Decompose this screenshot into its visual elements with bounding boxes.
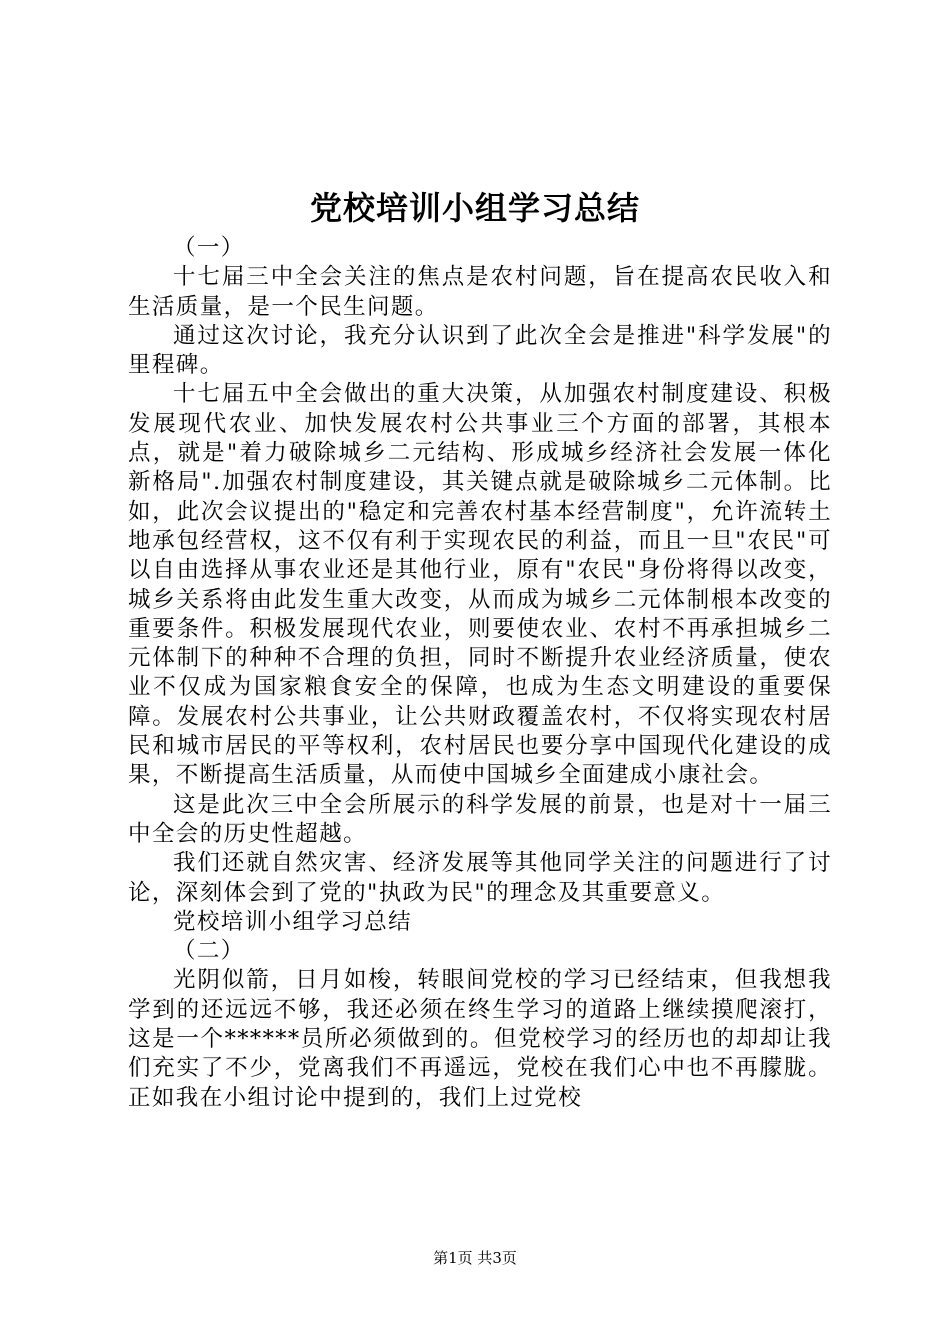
paragraph: 这是此次三中全会所展示的科学发展的前景，也是对十一届三中全会的历史性超越。 xyxy=(128,791,832,847)
section-heading-1: （一） xyxy=(173,235,245,261)
section-heading-2: （二） xyxy=(173,938,245,965)
document-title: 党校培训小组学习总结 xyxy=(309,189,640,227)
paragraph: 我们还就自然灾害、经济发展等其他同学关注的问题进行了讨论，深刻体会到了党的"执政为民"的理念及其重要意义。 xyxy=(128,850,832,906)
paragraph: 通过这次讨论，我充分认识到了此次全会是推进"科学发展"的里程碑。 xyxy=(128,322,832,379)
paragraph: 光阴似箭，日月如梭，转眼间党校的学习已经结束，但我想我学到的还远远不够，我还必须在终生学习的道路上继续摸爬滚打，这是一个******员所必须做到的。但党校学习的经历也的却却让我们充实了不少，党离我们不再遥远，党校在我们心中也不再朦胧。正如我在小组讨论中提到的，我们上过党校 xyxy=(128,967,832,1111)
document-body xyxy=(128,234,832,1113)
subtitle-repeat: 党校培训小组学习总结 xyxy=(173,908,413,935)
page-number-footer: 第1页 共3页 xyxy=(433,1249,517,1267)
paragraph: 十七届五中全会做出的重大决策，从加强农村制度建设、积极发展现代农业、加快发展农村公共事业三个方面的部署，其根本点，就是"着力破除城乡二元结构、形成城乡经济社会发展一体化新格局".加强农村制度建设，其关键点就是破除城乡二元体制。比如，此次会议提出的"稳定和完善农村基本经营制度"，允许流转土地承包经营权，这不仅有利于实现农民的利益，而且一旦"农民"可以自由选择从事农业还是其他行业，原有"农民"身份将得以改变，城乡关系将由此发生重大改变，从而成为城乡二元体制根本改变的重要条件。积极发展现代农业，则要使农业、农村不再承担城乡二元体制下的种种不合理的负担，同时不断提升农业经济质量，使农业不仅成为国家粮食安全的保障，也成为生态文明建设的重要保障。发展农村公共事业，让公共财政覆盖农村，不仅将实现农村居民和城市居民的平等权利，农村居民也要分享中国现代化建设的成果，不断提高生活质量，从而使中国城乡全面建成小康社会。 xyxy=(128,381,832,789)
paragraph: 十七届三中全会关注的焦点是农村问题，旨在提高农民收入和生活质量，是一个民生问题。 xyxy=(128,264,832,320)
